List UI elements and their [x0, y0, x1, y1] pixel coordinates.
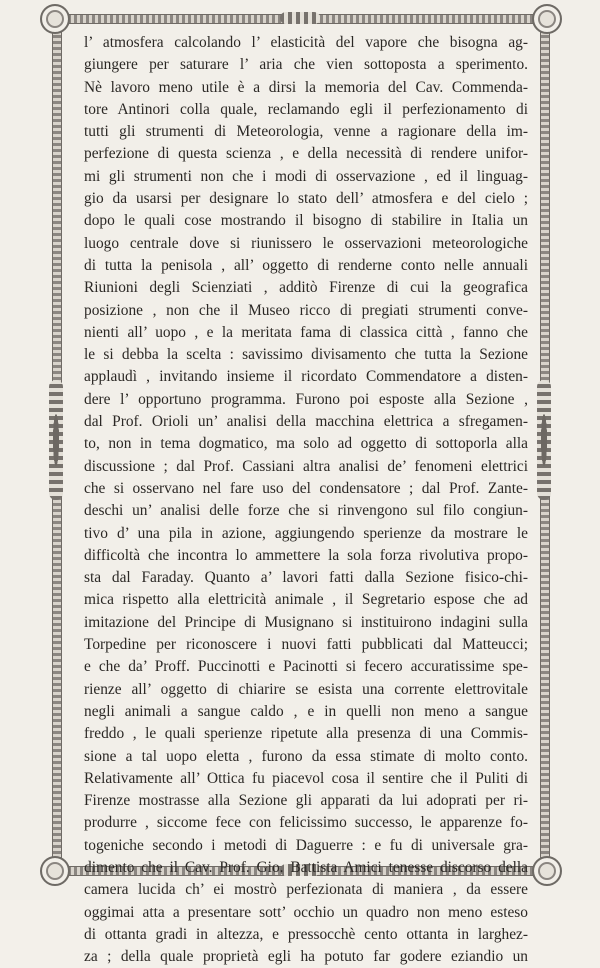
text-line: Torpedine per riconoscere i nuovi fatti pubblicati dal Matteucci;: [84, 636, 528, 654]
text-line: produrre , siccome fece con felicissimo successo, le apparenze fo-: [84, 814, 528, 832]
text-line: mica rispetto alla elettricità animale , il Segretario espose che ad: [84, 591, 528, 609]
text-line: togeniche secondo i metodi di Daguerre : e fu di universale gra-: [84, 836, 528, 854]
text-line: deschi un’ analisi delle forze che si rinvengono sul filo congiun-: [84, 502, 528, 520]
text-line: che si osservano nel fare uso del condensatore ; dal Prof. Zante-: [84, 479, 528, 497]
text-line: Nè lavoro meno utile è a dirsi la memoria del Cav. Commenda-: [84, 78, 528, 96]
text-line: dimento che il Cav. Prof. Gio. Battista Amici tenesse discorso della: [84, 858, 528, 876]
text-line: mi gli strumenti non che i modi di osservazione , ed il linguag-: [84, 167, 528, 185]
frame-corner-top-left: [40, 4, 70, 34]
frame-ornament-top: [280, 12, 320, 24]
text-line: rienze all’ oggetto di chiarire se esista una corrente elettrovitale: [84, 680, 528, 698]
text-line: di tutta la penisola , all’ oggetto di renderne conto nelle annuali: [84, 256, 528, 274]
body-text: [84, 32, 528, 968]
text-line: freddo , le quali sperienze ripetute alla presenza di una Commis-: [84, 725, 528, 743]
text-line: imitazione del Principe di Musignano si instituirono indagini sulla: [84, 613, 528, 631]
frame-corner-bottom-left: [40, 856, 70, 886]
text-line: difficoltà che incontra lo ammettere la sola forza rivolutiva propo-: [84, 546, 528, 564]
frame-corner-bottom-right: [532, 856, 562, 886]
text-line: tivo d’ una pila in azione, aggiungendo sperienze da mostrare le: [84, 524, 528, 542]
text-line: camera lucida ch’ ei mostrò perfezionata di maniera , da essere: [84, 881, 528, 899]
text-line: Riunioni degli Scienziati , additò Firenze di cui la geografica: [84, 279, 528, 297]
text-line: za ; della quale proprietà egli ha potuto far godere eziandio un: [84, 948, 528, 966]
text-line: posizione , non che il Museo ricco di pregiati strumenti conve-: [84, 301, 528, 319]
text-line: discussione ; dal Prof. Cassiani altra analisi de’ fenomeni elettrici: [84, 457, 528, 475]
text-line: giungere per saturare l’ aria che vien sottoposta a sperimento.: [84, 56, 528, 74]
frame-ornament-right: [537, 380, 551, 500]
text-line: oggimai atta a presentare sott’ occhio un quadro non meno esteso: [84, 903, 528, 921]
text-line: to, non in tema dogmatico, ma solo ad oggetto di sottoporla alla: [84, 435, 528, 453]
text-line: nienti all’ uopo , e la meritata fama di classica città , fanno che: [84, 323, 528, 341]
text-line: perfezione di questa scienza , e della necessità di rendere unifor-: [84, 145, 528, 163]
text-line: dere l’ opportuno programma. Furono poi esposte alla Sezione ,: [84, 390, 528, 408]
text-line: negli animali a sangue caldo , e in quelli non meno a sangue: [84, 702, 528, 720]
text-line: tutti gli strumenti di Meteorologia, venne a ragionare della im-: [84, 123, 528, 141]
frame-ornament-left: [49, 380, 63, 500]
text-line: luogo centrale dove si riunissero le osservazioni meteorologiche: [84, 234, 528, 252]
text-line: Relativamente all’ Ottica fu piacevol cosa il sentire che il Puliti di: [84, 769, 528, 787]
text-line: e che da’ Proff. Puccinotti e Pacinotti si fecero accuratissime spe-: [84, 658, 528, 676]
text-line: tore Antinori colla quale, reclamando egli il perfezionamento di: [84, 100, 528, 118]
text-line: dal Prof. Orioli un’ analisi della macchina elettrica a sfregamen-: [84, 413, 528, 431]
text-line: gio da usarsi per designare lo stato dell’ atmosfera e del cielo ;: [84, 190, 528, 208]
text-line: sione a tal uopo eletta , furono da essa stimate di molto conto.: [84, 747, 528, 765]
text-line: applaudì , invitando insieme il ricordato Commendatore a disten-: [84, 368, 528, 386]
text-line: Firenze mostrasse alla Sezione gli apparati da lui adoprati per ri-: [84, 792, 528, 810]
text-line: dopo le quali cose mostrando il bisogno di stabilire in Italia un: [84, 212, 528, 230]
text-line: sta dal Faraday. Quanto a’ lavori fatti dalla Sezione fisico-chi-: [84, 569, 528, 587]
text-line: le si debba la scelta : savissimo divisamento che tutta la Sezione: [84, 346, 528, 364]
text-line: l’ atmosfera calcolando l’ elasticità del vapore che bisogna ag-: [84, 34, 528, 51]
frame-corner-top-right: [532, 4, 562, 34]
text-line: di ottanta gradi in altezza, e pressocchè cento ottanta in larghez-: [84, 925, 528, 943]
